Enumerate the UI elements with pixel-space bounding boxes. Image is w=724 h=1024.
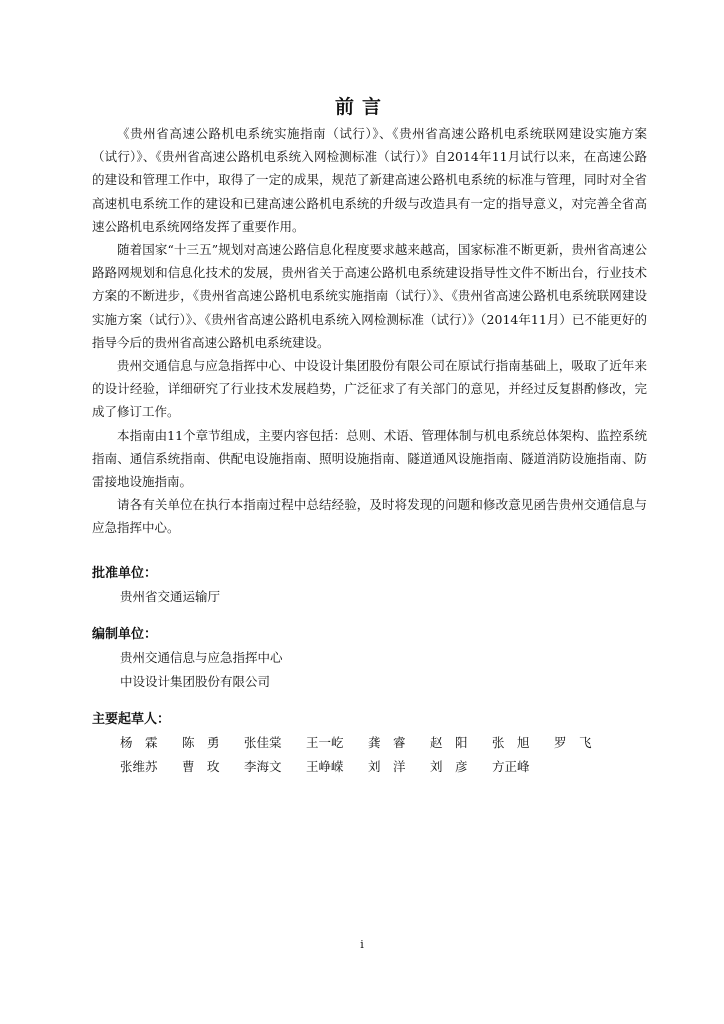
drafter-name: 张维苏 bbox=[120, 759, 158, 774]
drafter-row bbox=[120, 731, 652, 755]
approval-section bbox=[92, 563, 652, 609]
compilation-unit: 贵州交通信息与应急指挥中心 bbox=[120, 650, 283, 665]
preface-paragraph: 请各有关单位在执行本指南过程中总结经验，及时将发现的问题和修改意见函告贵州交通信息与应急指挥中心。 bbox=[92, 497, 647, 536]
drafter-name: 方正峰 bbox=[492, 759, 530, 774]
drafter-name: 张佳棠 bbox=[244, 735, 282, 750]
drafter-name: 曹 玫 bbox=[182, 759, 220, 774]
drafter-name: 王一屹 bbox=[306, 735, 344, 750]
drafters-list bbox=[120, 731, 652, 779]
preface-paragraph: 《贵州省高速公路机电系统实施指南（试行）》、《贵州省高速公路机电系统联网建设实施方案（试行）》、《贵州省高速公路机电系统入网检测标准（试行）》自2014年11月试行以来，在高速公路的建设和管理工作中，取得了一定的成果，规范了新建高速公路机电系统的标准与管理，同时对全省高速机电系统工作的建设和已建高速公路机电系统的升级与改造具有一定的指导意义，对完善全省高速公路机电系统网络发挥了重要作用。 bbox=[92, 126, 647, 234]
page-number: i bbox=[360, 938, 364, 951]
drafter-name: 陈 勇 bbox=[182, 735, 220, 750]
preface-paragraph: 贵州交通信息与应急指挥中心、中设设计集团股份有限公司在原试行指南基础上，吸取了近年来的设计经验，详细研究了行业技术发展趋势，广泛征求了有关部门的意见，并经过反复斟酌修改，完成了修订工作。 bbox=[92, 358, 647, 420]
page-title: 前言 bbox=[334, 96, 389, 118]
approval-heading: 批准单位： bbox=[92, 566, 158, 581]
drafter-name: 杨 霖 bbox=[120, 735, 158, 750]
compilation-unit: 中设设计集团股份有限公司 bbox=[120, 674, 271, 689]
drafter-name: 刘 彦 bbox=[430, 759, 468, 774]
compilation-heading: 编制单位： bbox=[92, 627, 158, 642]
drafter-name: 张 旭 bbox=[492, 735, 530, 750]
compilation-section bbox=[92, 624, 652, 694]
approval-unit: 贵州省交通运输厅 bbox=[120, 589, 221, 604]
drafters-section bbox=[92, 709, 652, 779]
preface-body bbox=[92, 122, 647, 540]
drafter-row bbox=[120, 755, 652, 779]
drafter-name: 王峥嵘 bbox=[306, 759, 344, 774]
drafters-heading: 主要起草人： bbox=[92, 712, 171, 727]
drafter-name: 龚 睿 bbox=[368, 735, 406, 750]
drafter-name: 刘 洋 bbox=[368, 759, 406, 774]
drafter-name: 李海文 bbox=[244, 759, 282, 774]
drafter-name: 罗 飞 bbox=[554, 735, 592, 750]
preface-paragraph: 随着国家“十三五”规划对高速公路信息化程度要求越来越高，国家标准不断更新，贵州省高速公路路网规划和信息化技术的发展，贵州省关于高速公路机电系统建设指导性文件不断出台，行业技术方案的不断进步，《贵州省高速公路机电系统实施指南（试行）》、《贵州省高速公路机电系统联网建设实施方案（试行）》、《贵州省高速公路机电系统入网检测标准（试行）》（2014年11月）已不能更好的指导今后的贵州省高速公路机电系统建设。 bbox=[92, 242, 647, 350]
drafter-name: 赵 阳 bbox=[430, 735, 468, 750]
preface-paragraph: 本指南由11个章节组成，主要内容包括：总则、术语、管理体制与机电系统总体架构、监控系统指南、通信系统指南、供配电设施指南、照明设施指南、隧道通风设施指南、隧道消防设施指南、防雷接地设施指南。 bbox=[92, 427, 647, 490]
